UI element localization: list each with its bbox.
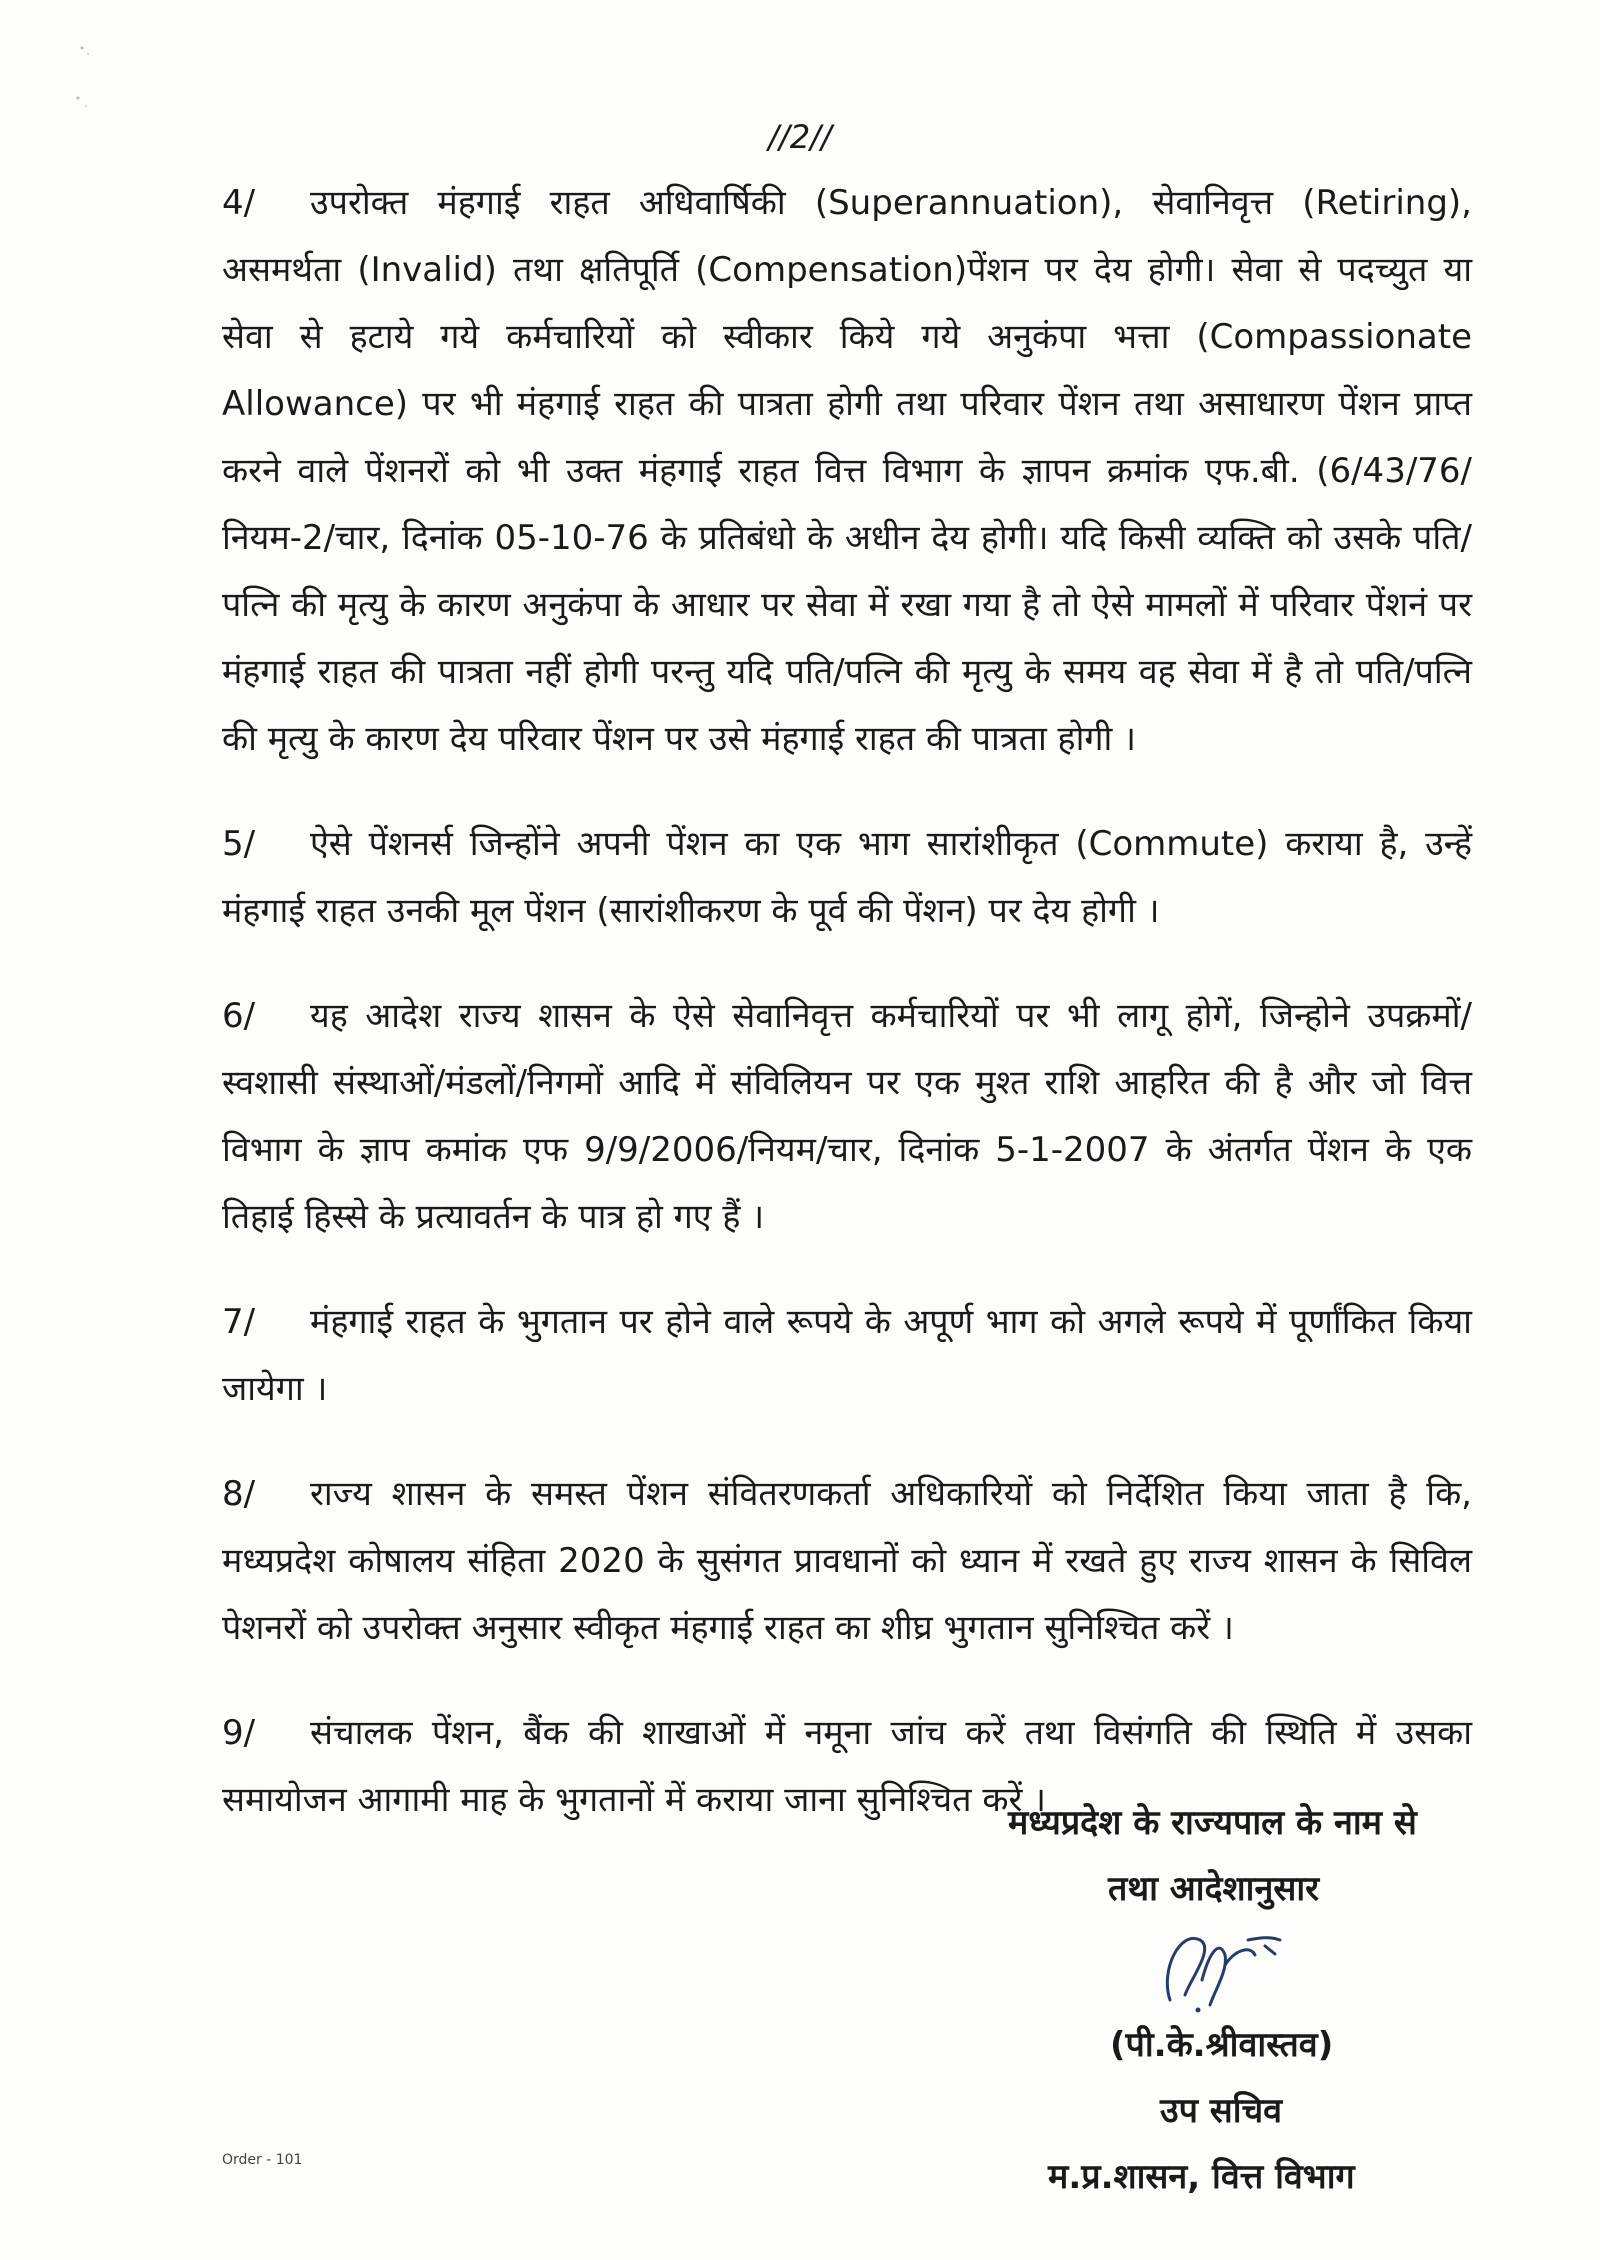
footer-order-code: Order - 101 bbox=[222, 2152, 303, 2168]
signatory-designation: उप सचिव bbox=[1160, 2091, 1283, 2131]
paragraph-text: राज्य शासन के समस्त पेंशन संवितरणकर्ता अधिकारियों को निर्देशित किया जाता है कि, मध्यप्रदेश कोषालय संहिता 2020 के सुसंगत प्रावधानों को ध्यान में रखते हुए राज्य शासन के सिविल पेशनरों को उपरोक्त अनुसार स्वीकृत मंहगाई राहत का शीघ्र भुगतान सुनिश्चित करें । bbox=[222, 1474, 1472, 1648]
paragraph-text: यह आदेश राज्य शासन के ऐसे सेवानिवृत्त कर्मचारियों पर भी लागू होगें, जिन्होने उपक्रमों/ स्वशासी संस्थाओं/मंडलों/निगमों आदि में संविलियन पर एक मुश्त राशि आहरित की है और जो वित्त विभाग के ज्ञाप कमांक एफ 9/9/2006/नियम/चार, दिनांक 5-1-2007 के अंतर्गत पेंशन के एक तिहाई हिस्से के प्रत्यावर्तन के पात्र हो गए हैं । bbox=[222, 996, 1472, 1237]
paragraph-number: 7/ bbox=[222, 1302, 256, 1342]
paragraph-number: 4/ bbox=[222, 183, 256, 223]
signatory-name: (पी.के.श्रीवास्तव) bbox=[1110, 2025, 1334, 2065]
paragraph-text: ऐसे पेंशनर्स जिन्होंने अपनी पेंशन का एक भाग सारांशीकृत (Commute) कराया है, उन्हें मंहगाई राहत उनकी मूल पेंशन (सारांशीकरण के पूर्व की पेंशन) पर देय होगी । bbox=[222, 824, 1472, 931]
paragraph-6 bbox=[222, 983, 1472, 1251]
paragraph-4 bbox=[222, 170, 1472, 773]
paragraph-5 bbox=[222, 811, 1472, 945]
document-body bbox=[222, 170, 1472, 1872]
paragraph-number: 9/ bbox=[222, 1713, 256, 1753]
paragraph-number: 5/ bbox=[222, 824, 256, 864]
page-number: //2// bbox=[768, 118, 832, 156]
authority-line: मध्यप्रदेश के राज्यपाल के नाम से bbox=[1008, 1803, 1417, 1843]
paragraph-number: 8/ bbox=[222, 1474, 256, 1514]
scan-speck-marks bbox=[60, 40, 120, 120]
handwritten-signature-icon bbox=[1140, 1910, 1300, 2020]
paragraph-8 bbox=[222, 1461, 1472, 1662]
paragraph-text: मंहगाई राहत के भुगतान पर होने वाले रूपये के अपूर्ण भाग को अगले रूपये में पूर्णांकित किया जायेगा । bbox=[222, 1302, 1472, 1409]
paragraph-number: 6/ bbox=[222, 996, 256, 1036]
order-line: तथा आदेशानुसार bbox=[1108, 1869, 1320, 1909]
paragraph-text: संचालक पेंशन, बैंक की शाखाओं में नमूना जांच करें तथा विसंगति की स्थिति में उसका समायोजन आगामी माह के भुगतानों में कराया जाना सुनिश्चित करें । bbox=[222, 1713, 1472, 1820]
signatory-office: म.प्र.शासन, वित्त विभाग bbox=[1048, 2157, 1355, 2197]
paragraph-text: उपरोक्त मंहगाई राहत अधिवार्षिकी (Superannuation), सेवानिवृत्त (Retiring), असमर्थता (Invalid) तथा क्षतिपूर्ति (Compensation)पेंशन पर देय होगी। सेवा से पदच्युत या सेवा से हटाये गये कर्मचारियों को स्वीकार किये गये अनुकंपा भत्ता (Compassionate Allowance) पर भी मंहगाई राहत की पात्रता होगी तथा परिवार पेंशन तथा असाधारण पेंशन प्राप्त करने वाले पेंशनरों को भी उक्त मंहगाई राहत वित्त विभाग के ज्ञापन क्रमांक एफ.बी. (6/43/76/नियम-2/चार, दिनांक 05-10-76 के प्रतिबंधो के अधीन देय होगी। यदि किसी व्यक्ति को उसके पति/पत्नि की मृत्यु के कारण अनुकंपा के आधार पर सेवा में रखा गया है तो ऐसे मामलों में परिवार पेंशनं पर मंहगाई राहत की पात्रता नहीं होगी परन्तु यदि पति/पत्नि की मृत्यु के समय वह सेवा में है तो पति/पत्नि की मृत्यु के कारण देय परिवार पेंशन पर उसे मंहगाई राहत की पात्रता होगी । bbox=[222, 183, 1472, 759]
paragraph-7 bbox=[222, 1289, 1472, 1423]
